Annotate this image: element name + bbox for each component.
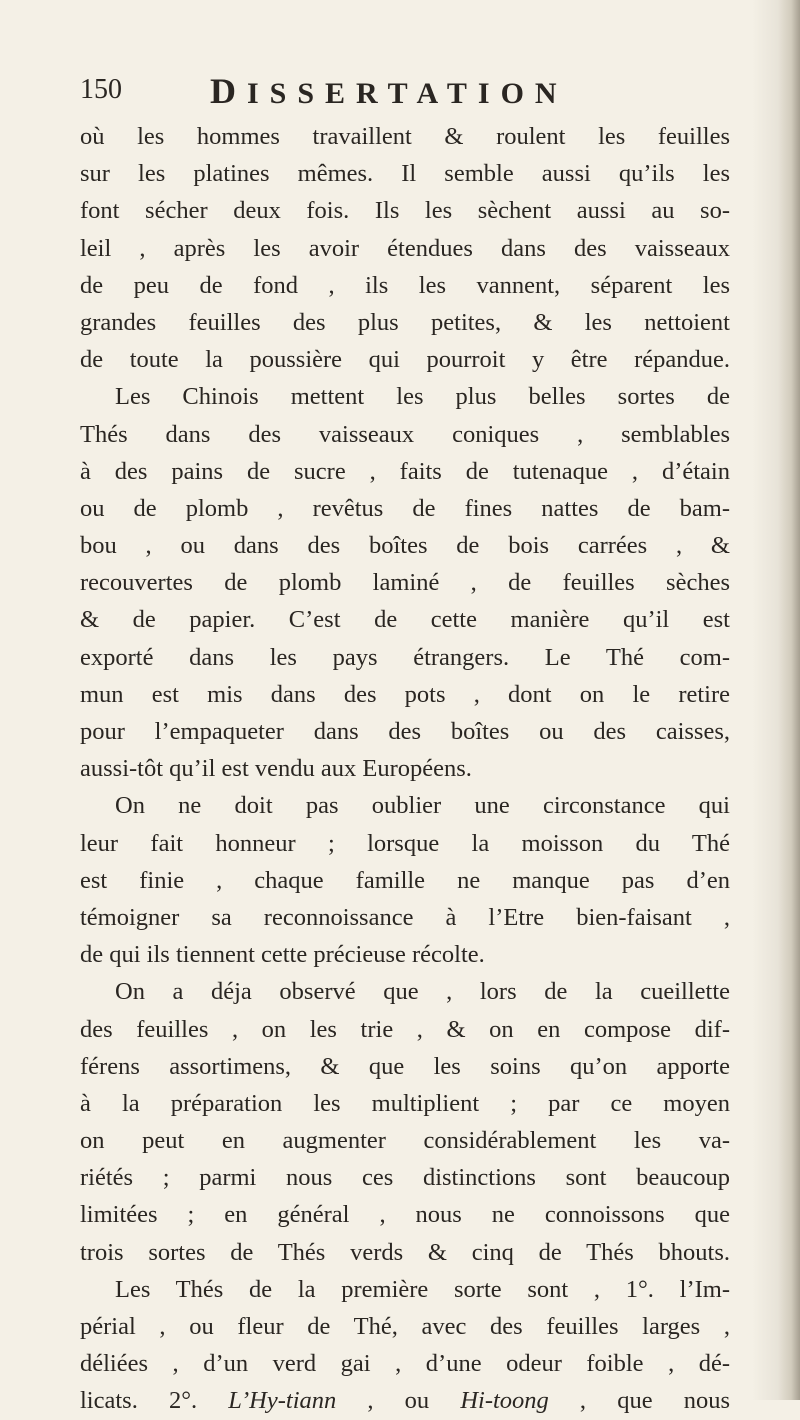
- text-line: des feuilles , on les trie , & on en compose dif-: [80, 1015, 730, 1043]
- italic-term: Hi-toong: [460, 1387, 549, 1415]
- text-line: mun est mis dans des pots , dont on le retire: [80, 680, 730, 708]
- text-line: trois sortes de Thés verds & cinq de Thés bhouts.: [80, 1238, 730, 1266]
- text-line: férens assortimens, & que les soins qu’on apporte: [80, 1052, 730, 1080]
- text-line: riétés ; parmi nous ces distinctions sont beaucoup: [80, 1164, 730, 1192]
- running-head-initial: D: [210, 71, 247, 111]
- text-line: font sécher deux fois. Ils les sèchent aussi au so-: [80, 197, 730, 225]
- italic-term: L’Hy-tiann: [228, 1387, 337, 1415]
- text-line: Thés dans des vaisseaux coniques , semblables: [80, 420, 730, 448]
- text-line: & de papier. C’est de cette manière qu’il est: [80, 606, 730, 634]
- text-line: exporté dans les pays étrangers. Le Thé com-: [80, 643, 730, 671]
- text-line: ou de plomb , revêtus de fines nattes de bam-: [80, 494, 730, 522]
- text-line: on peut en augmenter considérablement les va-: [80, 1127, 730, 1155]
- text-line: sur les platines mêmes. Il semble aussi qu’ils les: [80, 160, 730, 188]
- text-line: leur fait honneur ; lorsque la moisson du Thé: [80, 829, 730, 857]
- running-head: [210, 70, 568, 112]
- text-line: à la préparation les multiplient ; par ce moyen: [80, 1089, 730, 1117]
- text-line: où les hommes travaillent & roulent les feuilles: [80, 123, 730, 150]
- text-line: périal , ou fleur de Thé, avec des feuilles larges ,: [80, 1313, 730, 1340]
- text-line: témoigner sa reconnoissance à l’Etre bien-faisant ,: [80, 903, 730, 931]
- text-line: limitées ; en général , nous ne connoissons que: [80, 1201, 730, 1229]
- text-line: de peu de fond , ils les vannent, séparent les: [80, 271, 730, 299]
- text-line: bou , ou dans des boîtes de bois carrées , &: [80, 532, 730, 560]
- text-line: pour l’empaqueter dans des boîtes ou des caisses,: [80, 718, 730, 745]
- text-line: aussi-tôt qu’il est vendu aux Européens.: [80, 755, 472, 783]
- text-line: déliées , d’un verd gai , d’une odeur foible , dé-: [80, 1350, 730, 1378]
- text-line: leil , après les avoir étendues dans des vaisseaux: [80, 234, 730, 262]
- text-line: Les Thés de la première sorte sont , 1°. l’Im-: [115, 1275, 730, 1303]
- text-line: On a déja observé que , lors de la cueillette: [115, 978, 730, 1006]
- text-line: de toute la poussière qui pourroit y être répandue.: [80, 346, 730, 374]
- text-line: de qui ils tiennent cette précieuse récolte.: [80, 941, 485, 969]
- running-head-rest: ISSERTATION: [247, 77, 568, 110]
- body-text: [80, 118, 730, 1420]
- page-number: 150: [80, 74, 122, 105]
- text-line: On ne doit pas oublier une circonstance qui: [115, 792, 730, 820]
- text-line: recouvertes de plomb laminé , de feuilles sèches: [80, 569, 730, 597]
- text-line: grandes feuilles des plus petites, & les nettoient: [80, 308, 730, 336]
- page-header: [0, 70, 800, 114]
- page-edge-shadow: [778, 0, 800, 1400]
- text-line: Les Chinois mettent les plus belles sortes de: [115, 383, 730, 411]
- text-line: à des pains de sucre , faits de tutenaque , d’étain: [80, 457, 730, 485]
- text-line: licats. 2°. L’Hy-tiann , ou Hi-toong , que nous: [80, 1387, 730, 1415]
- text-line: est finie , chaque famille ne manque pas d’en: [80, 866, 730, 894]
